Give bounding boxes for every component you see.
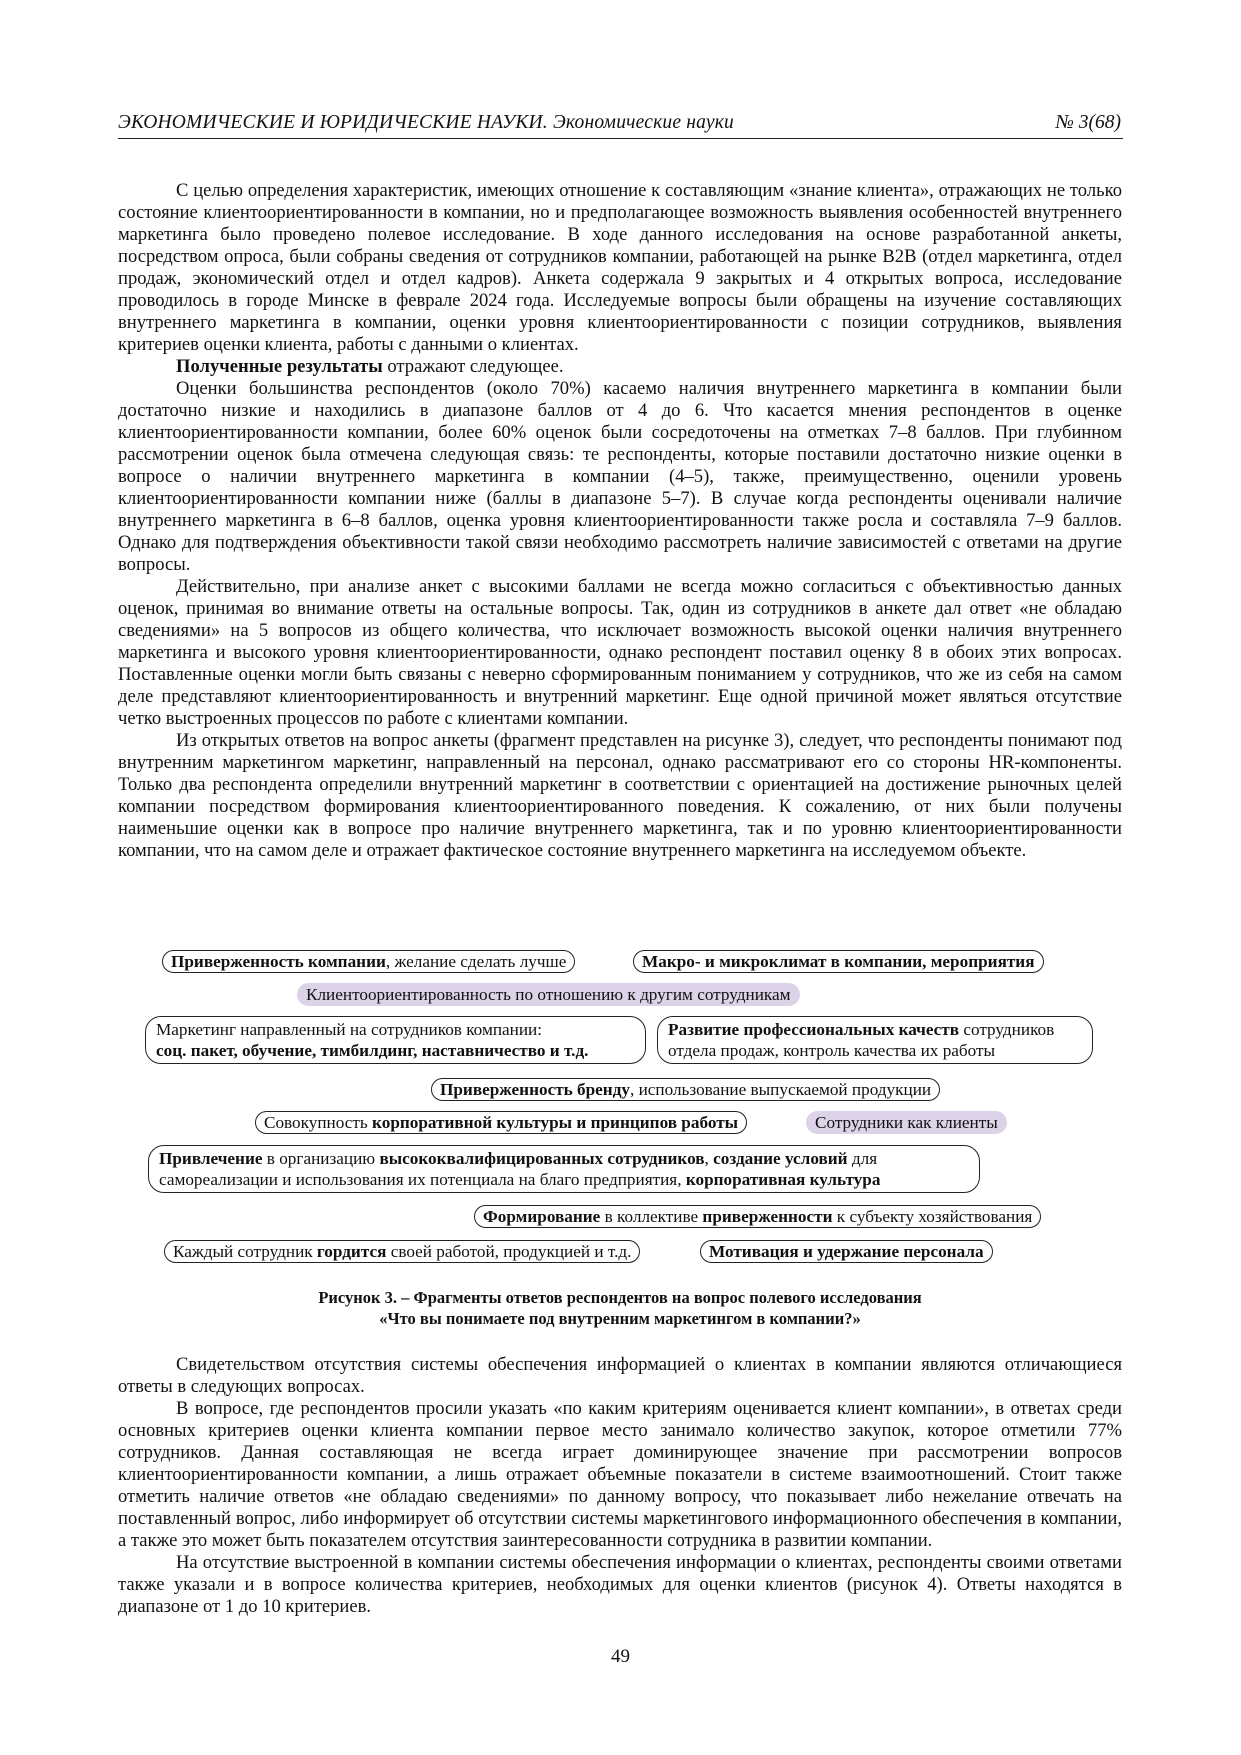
box-text: Клиентоориентированность по отношению к другим сотрудникам [306, 985, 791, 1004]
figure-box-employees-as-clients [806, 1111, 1007, 1134]
caption-line-2: «Что вы понимаете под внутренним маркетингом в компании?» [379, 1309, 861, 1328]
box-text: , [704, 1149, 714, 1168]
box-bold: Развитие профессиональных качеств [668, 1020, 960, 1039]
box-text: в организацию [262, 1149, 380, 1168]
results-bold: Полученные результаты [176, 356, 383, 377]
box-bold: приверженности [702, 1207, 833, 1226]
box-text: к субъекту хозяйствования [832, 1207, 1033, 1226]
box-text: Совокупность [264, 1113, 373, 1132]
box-bold: корпоративная культура [685, 1170, 881, 1189]
box-bold: соц. пакет, обучение, тимбилдинг, наставничество и т.д. [156, 1041, 589, 1060]
figure-box-forming-commitment [474, 1205, 1041, 1228]
paragraph: С целью определения характеристик, имеющих отношение к составляющим «знание клиента», отражающих не только состояние клиентоориентированности в компании, но и предполагающее возможность выявления особенностей внутреннего маркетинга было проведено полевое исследование. В ходе данного исследования на основе разработанной анкеты, посредством опроса, были собраны сведения от сотрудников компании, работающей на рынке B2B (отдел маркетинга, отдел продаж, экономический отдел и отдел кадров). Анкета содержала 9 закрытых и 4 открытых вопроса, исследование проводилось в городе Минске в феврале 2024 года. Исследуемые вопросы были обращены на изучение составляющих внутреннего маркетинга в компании, оценки уровня клиентоориентированности с позиции сотрудников, выявления критериев оценки клиента, работы с данными о клиентах. [118, 180, 1122, 355]
paragraph: Из открытых ответов на вопрос анкеты (фрагмент представлен на рисунке 3), следует, что респонденты понимают под внутренним маркетингом маркетинг, направленный на персонал, однако рассматривают его со стороны HR-компоненты. Только два респондента определили внутренний маркетинг в соответствии с ориентацией на достижение рыночных целей компании посредством формирования клиентоориентированного поведения. К сожалению, от них были получены наименьшие оценки как в вопросе про наличие внутреннего маркетинга, так и по уровню клиентоориентированности компании, что на самом деле и отражает фактическое состояние внутреннего маркетинга на исследуемом объекте. [118, 730, 1122, 861]
box-bold: гордится [316, 1242, 387, 1261]
figure-caption [118, 1287, 1122, 1329]
box-text: Каждый сотрудник [173, 1242, 317, 1261]
figure-box-recruitment [148, 1145, 980, 1193]
box-bold: Формирование [483, 1207, 601, 1226]
box-bold: корпоративной культуры и принципов работы [372, 1113, 739, 1132]
figure-box-pride [164, 1240, 640, 1263]
box-bold: Привлечение [159, 1149, 263, 1168]
box-text: , желание сделать лучше [385, 952, 567, 971]
page-number: 49 [611, 1646, 630, 1667]
journal-title-caps: ЭКОНОМИЧЕСКИЕ И ЮРИДИЧЕСКИЕ НАУКИ. [118, 112, 548, 133]
box-bold: создание условий [713, 1149, 848, 1168]
body-text-bottom [118, 1354, 1122, 1618]
paragraph: В вопросе, где респондентов просили указать «по каким критериям оценивается клиент компании», в ответах среди основных критериев оценки клиента компании первое место занимало количество закупок, которое отметили 77% сотрудников. Данная составляющая не всегда играет доминирующее значение при рассмотрении вопросов клиентоориентированности компании, а лишь отражает объемные показатели в системе взаимоотношений. Стоит также отметить наличие ответов «не обладаю сведениями» по данному вопросу, что показывает либо нежелание отвечать на поставленный вопрос, либо информирует об отсутствии системы маркетингового информационного обеспечения в компании, а также это может быть показателем отсутствия заинтересованности сотрудника в развитии компании. [118, 1398, 1122, 1551]
box-text: своей работой, продукцией и т.д. [386, 1242, 632, 1261]
figure-box-corporate-culture [255, 1111, 747, 1134]
box-text: , использование выпускаемой продукции [630, 1080, 932, 1099]
box-text: Сотрудники как клиенты [815, 1113, 998, 1132]
paragraph: Свидетельством отсутствия системы обеспечения информацией о клиентах в компании являются отличающиеся ответы в следующих вопросах. [118, 1354, 1122, 1397]
results-rest: отражают следующее. [382, 356, 564, 377]
box-bold: Макро- и микроклимат в компании, мероприятия [642, 952, 1035, 971]
caption-line-1: Рисунок 3. – Фрагменты ответов респондентов на вопрос полевого исследования [318, 1288, 922, 1307]
box-bold: Приверженность компании [171, 952, 386, 971]
figure-box-professional-development [657, 1016, 1093, 1064]
issue-number: № 3(68) [1055, 112, 1121, 133]
box-bold: высококвалифицированных сотрудников [379, 1149, 705, 1168]
figure-box-marketing-employees [145, 1016, 646, 1064]
paragraph: На отсутствие выстроенной в компании системы обеспечения информации о клиентах, респонденты своими ответами также указали и в вопросе количества критериев, необходимых для оценки клиентов (рисунок 4). Ответы находятся в диапазоне от 1 до 10 критериев. [118, 1552, 1122, 1617]
box-text: Маркетинг направленный на сотрудников компании: [156, 1020, 543, 1039]
box-text: сотрудников отдела продаж, контроль качества их работы [668, 1020, 1055, 1060]
journal-section: Экономические науки [547, 112, 734, 133]
figure-box-brand-commitment [431, 1078, 940, 1101]
figure-box-commitment [162, 950, 575, 973]
figure-box-motivation [700, 1240, 993, 1263]
box-bold: Мотивация и удержание персонала [709, 1242, 984, 1261]
box-text: для самореализации и использования их потенциала на благо предприятия, [159, 1149, 878, 1189]
figure-box-client-orientation-colleagues [297, 983, 800, 1006]
paragraph: Оценки большинства респондентов (около 70%) касаемо наличия внутреннего маркетинга в компании были достаточно низкие и находились в диапазоне баллов от 4 до 6. Что касается мнения респондентов в оценке клиентоориентированности компании, более 60% оценок были сосредоточены на отметках 7–8 баллов. При глубинном рассмотрении оценок была отмечена следующая связь: те респонденты, которые поставили достаточно низкие оценки в вопросе о наличии внутреннего маркетинга в компании (4–5), также, преимущественно, оценили уровень клиентоориентированности компании ниже (баллы в диапазоне 5–7). В случае когда респонденты оценивали наличие внутреннего маркетинга в 6–8 баллов, оценка уровня клиентоориентированности также росла и составляла 7–9 баллов. Однако для подтверждения объективности такой связи необходимо рассмотреть наличие зависимостей с ответами на другие вопросы. [118, 378, 1122, 575]
paragraph: Действительно, при анализе анкет с высокими баллами не всегда можно согласиться с объективностью данных оценок, принимая во внимание ответы на остальные вопросы. Так, один из сотрудников в анкете дал ответ «не обладаю сведениями» на 5 вопросов из общего количества, что исключает возможность высокой оценки наличия внутреннего маркетинга и высокого уровня клиентоориентированности, однако респондент поставил оценку 8 в обоих этих вопросах. Поставленные оценки могли быть связаны с неверно сформированным пониманием у сотрудников, что же из себя на самом деле представляют клиентоориентированность и внутренний маркетинг. Еще одной причиной может являться отсутствие четко выстроенных процессов по работе с клиентами компании. [118, 576, 1122, 729]
box-text: в коллективе [600, 1207, 703, 1226]
figure-box-climate [633, 950, 1044, 973]
box-bold: Приверженность бренду [440, 1080, 630, 1099]
